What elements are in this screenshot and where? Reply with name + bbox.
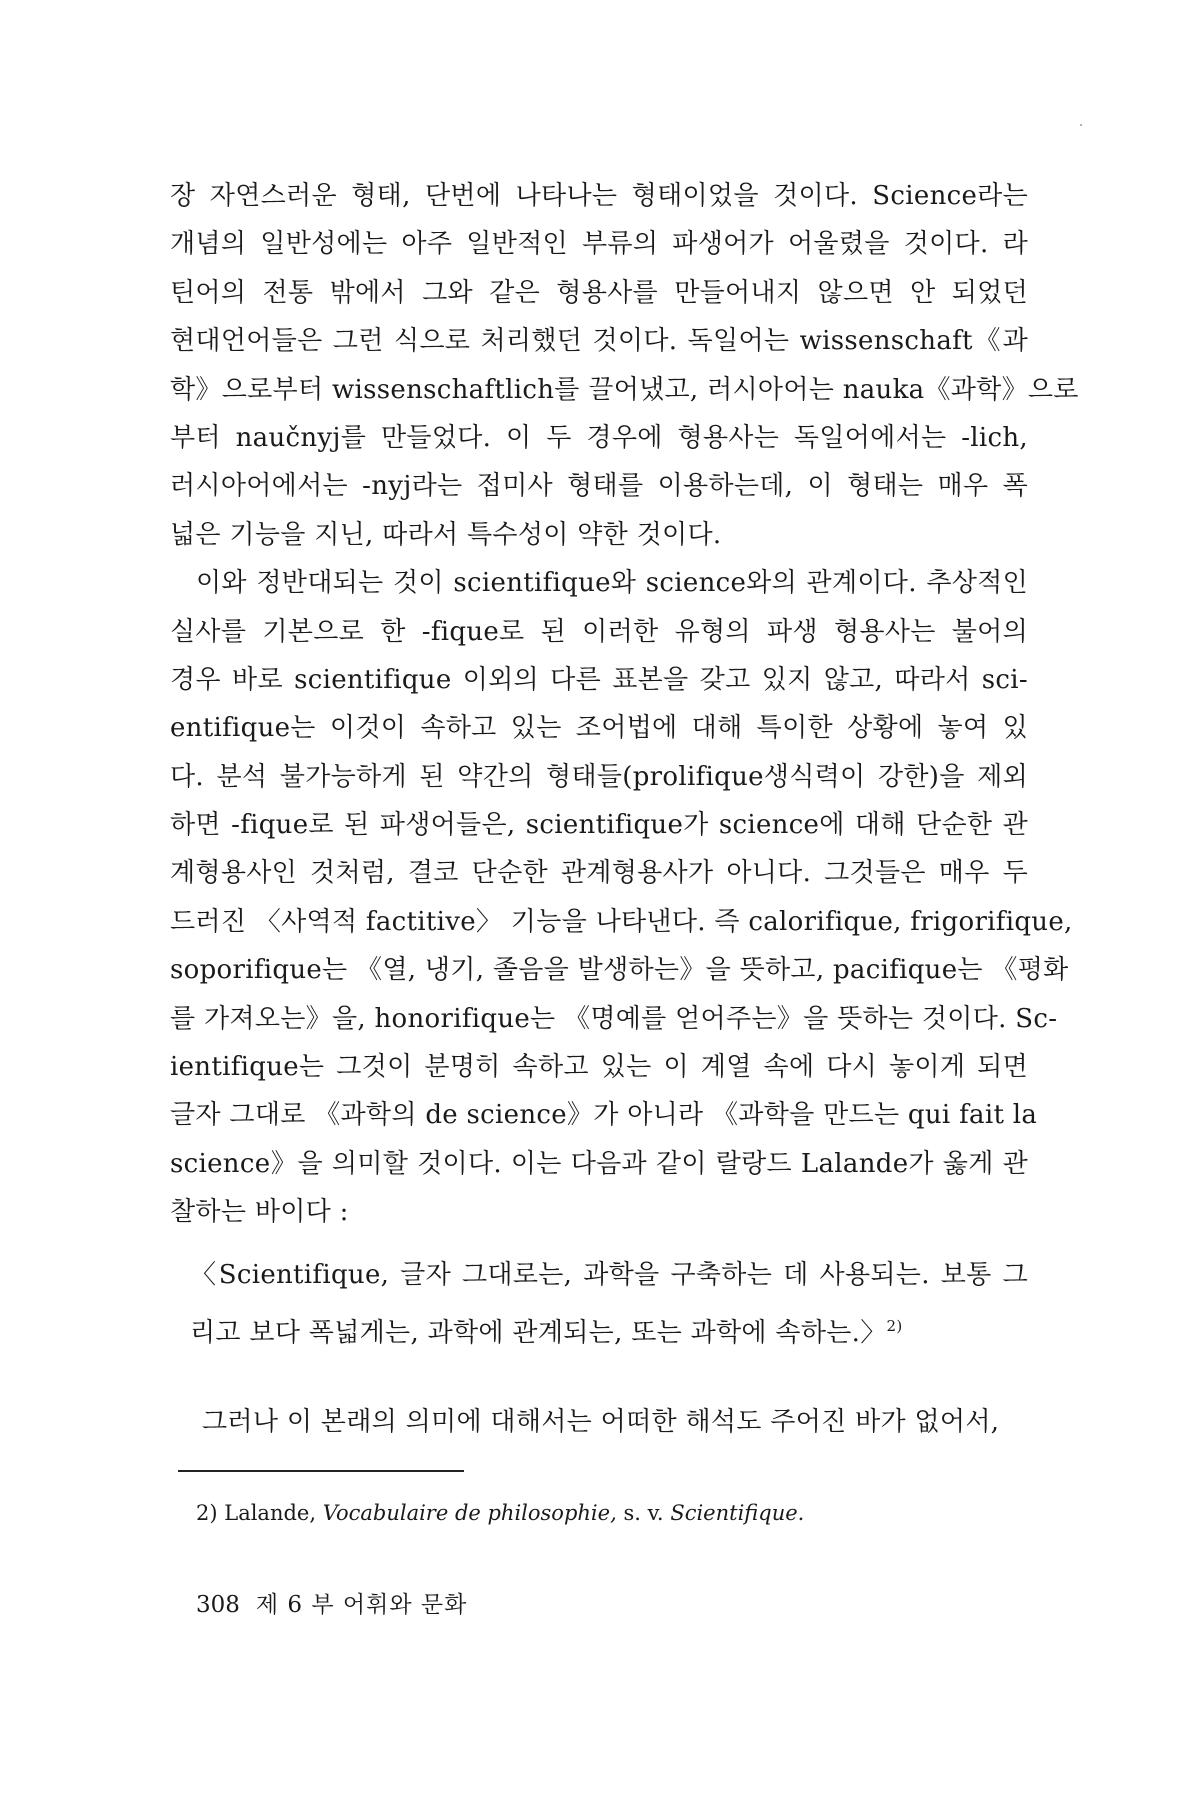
body-line: 부터 naučnyj를 만들었다. 이 두 경우에 형용사는 독일어에서는 -lich,	[170, 422, 1028, 453]
paragraph-start-line: 이와 정반대되는 것이 scientifique와 science와의 관계이다. 추상적인	[196, 568, 1028, 599]
body-line: science》을 의미할 것이다. 이는 다음과 같이 랄랑드 Lalande가 옳게 관	[170, 1148, 1028, 1179]
body-line: 현대언어들은 그런 식으로 처리했던 것이다. 독일어는 wissenschaft《과	[170, 326, 1028, 357]
body-line: 러시아어에서는 -nyj라는 접미사 형태를 이용하는데, 이 형태는 매우 폭	[170, 471, 1028, 502]
scan-speck	[1080, 124, 1082, 126]
body-line: 실사를 기본으로 한 -fique로 된 이러한 유형의 파생 형용사는 불어의	[170, 616, 1028, 647]
quote-line	[190, 1301, 1028, 1352]
body-line: 학》으로부터 wissenschaftlich를 끌어냈고, 러시아어는 nauka《과학》으로	[170, 374, 1079, 405]
footnote-author: Lalande,	[224, 1501, 317, 1525]
body-line: 틴어의 전통 밖에서 그와 같은 형용사를 만들어내지 않으면 안 되었던	[170, 277, 1028, 308]
body-line: soporifique는 《열, 냉기, 졸음을 발생하는》을 뜻하고, pacifique는 《평화	[170, 955, 1069, 986]
footnote-entry: Scientifique.	[670, 1501, 805, 1525]
footnote-marker: 2)	[196, 1501, 218, 1525]
body-line: 장 자연스러운 형태, 단번에 나타나는 형태이었을 것이다. Science라는	[170, 181, 1028, 211]
footnote-divider	[178, 1470, 464, 1472]
footnote-sv: s. v.	[623, 1501, 664, 1525]
footnote-reference[interactable]: 2)	[886, 1317, 903, 1335]
closing-line: 그러나 이 본래의 의미에 대해서는 어떠한 해석도 주어진 바가 없어서,	[202, 1407, 1000, 1437]
body-line: 계형용사인 것처럼, 결코 단순한 관계형용사가 아니다. 그것들은 매우 두	[170, 858, 1028, 889]
page-footer	[196, 1590, 467, 1620]
page-number: 308	[196, 1592, 240, 1618]
body-line: 드러진 〈사역적 factitive〉 기능을 나타낸다. 즉 calorifique, frigorifique,	[170, 906, 1073, 937]
body-line: ientifique는 그것이 분명히 속하고 있는 이 계열 속에 다시 놓이게 되면	[170, 1052, 1028, 1083]
body-line: 경우 바로 scientifique 이외의 다른 표본을 갖고 있지 않고, 따라서 sci-	[170, 664, 1028, 695]
body-line: entifique는 이것이 속하고 있는 조어법에 대해 특이한 상황에 놓여 있	[170, 713, 1028, 744]
quote-line-text: 리고 보다 폭넓게는, 과학에 관계되는, 또는 과학에 속하는.〉	[190, 1318, 887, 1348]
body-line: 넓은 기능을 지닌, 따라서 특수성이 약한 것이다.	[170, 519, 722, 550]
body-text	[170, 172, 1079, 1237]
quote-line: 〈Scientifique, 글자 그대로는, 과학을 구축하는 데 사용되는. 보통 그	[190, 1260, 1028, 1290]
footnote-title: Vocabulaire de philosophie,	[322, 1501, 617, 1525]
body-line: 를 가져오는》을, honorifique는 《명예를 얻어주는》을 뜻하는 것이다. Sc-	[170, 1003, 1058, 1034]
block-quote	[190, 1250, 1028, 1352]
footnote	[196, 1498, 804, 1528]
body-line: 글자 그대로 《과학의 de science》가 아니라 《과학을 만드는 qui fait la	[170, 1100, 1038, 1131]
body-line: 하면 -fique로 된 파생어들은, scientifique가 science에 대해 단순한 관	[170, 810, 1028, 841]
body-line: 찰하는 바이다 :	[170, 1197, 349, 1228]
body-line: 개념의 일반성에는 아주 일반적인 부류의 파생어가 어울렸을 것이다. 라	[170, 229, 1028, 260]
body-line: 다. 분석 불가능하게 된 약간의 형태들(prolifique생식력이 강한)을 제외	[170, 761, 1028, 792]
running-footer-chapter: 제 6 부 어휘와 문화	[255, 1592, 468, 1618]
